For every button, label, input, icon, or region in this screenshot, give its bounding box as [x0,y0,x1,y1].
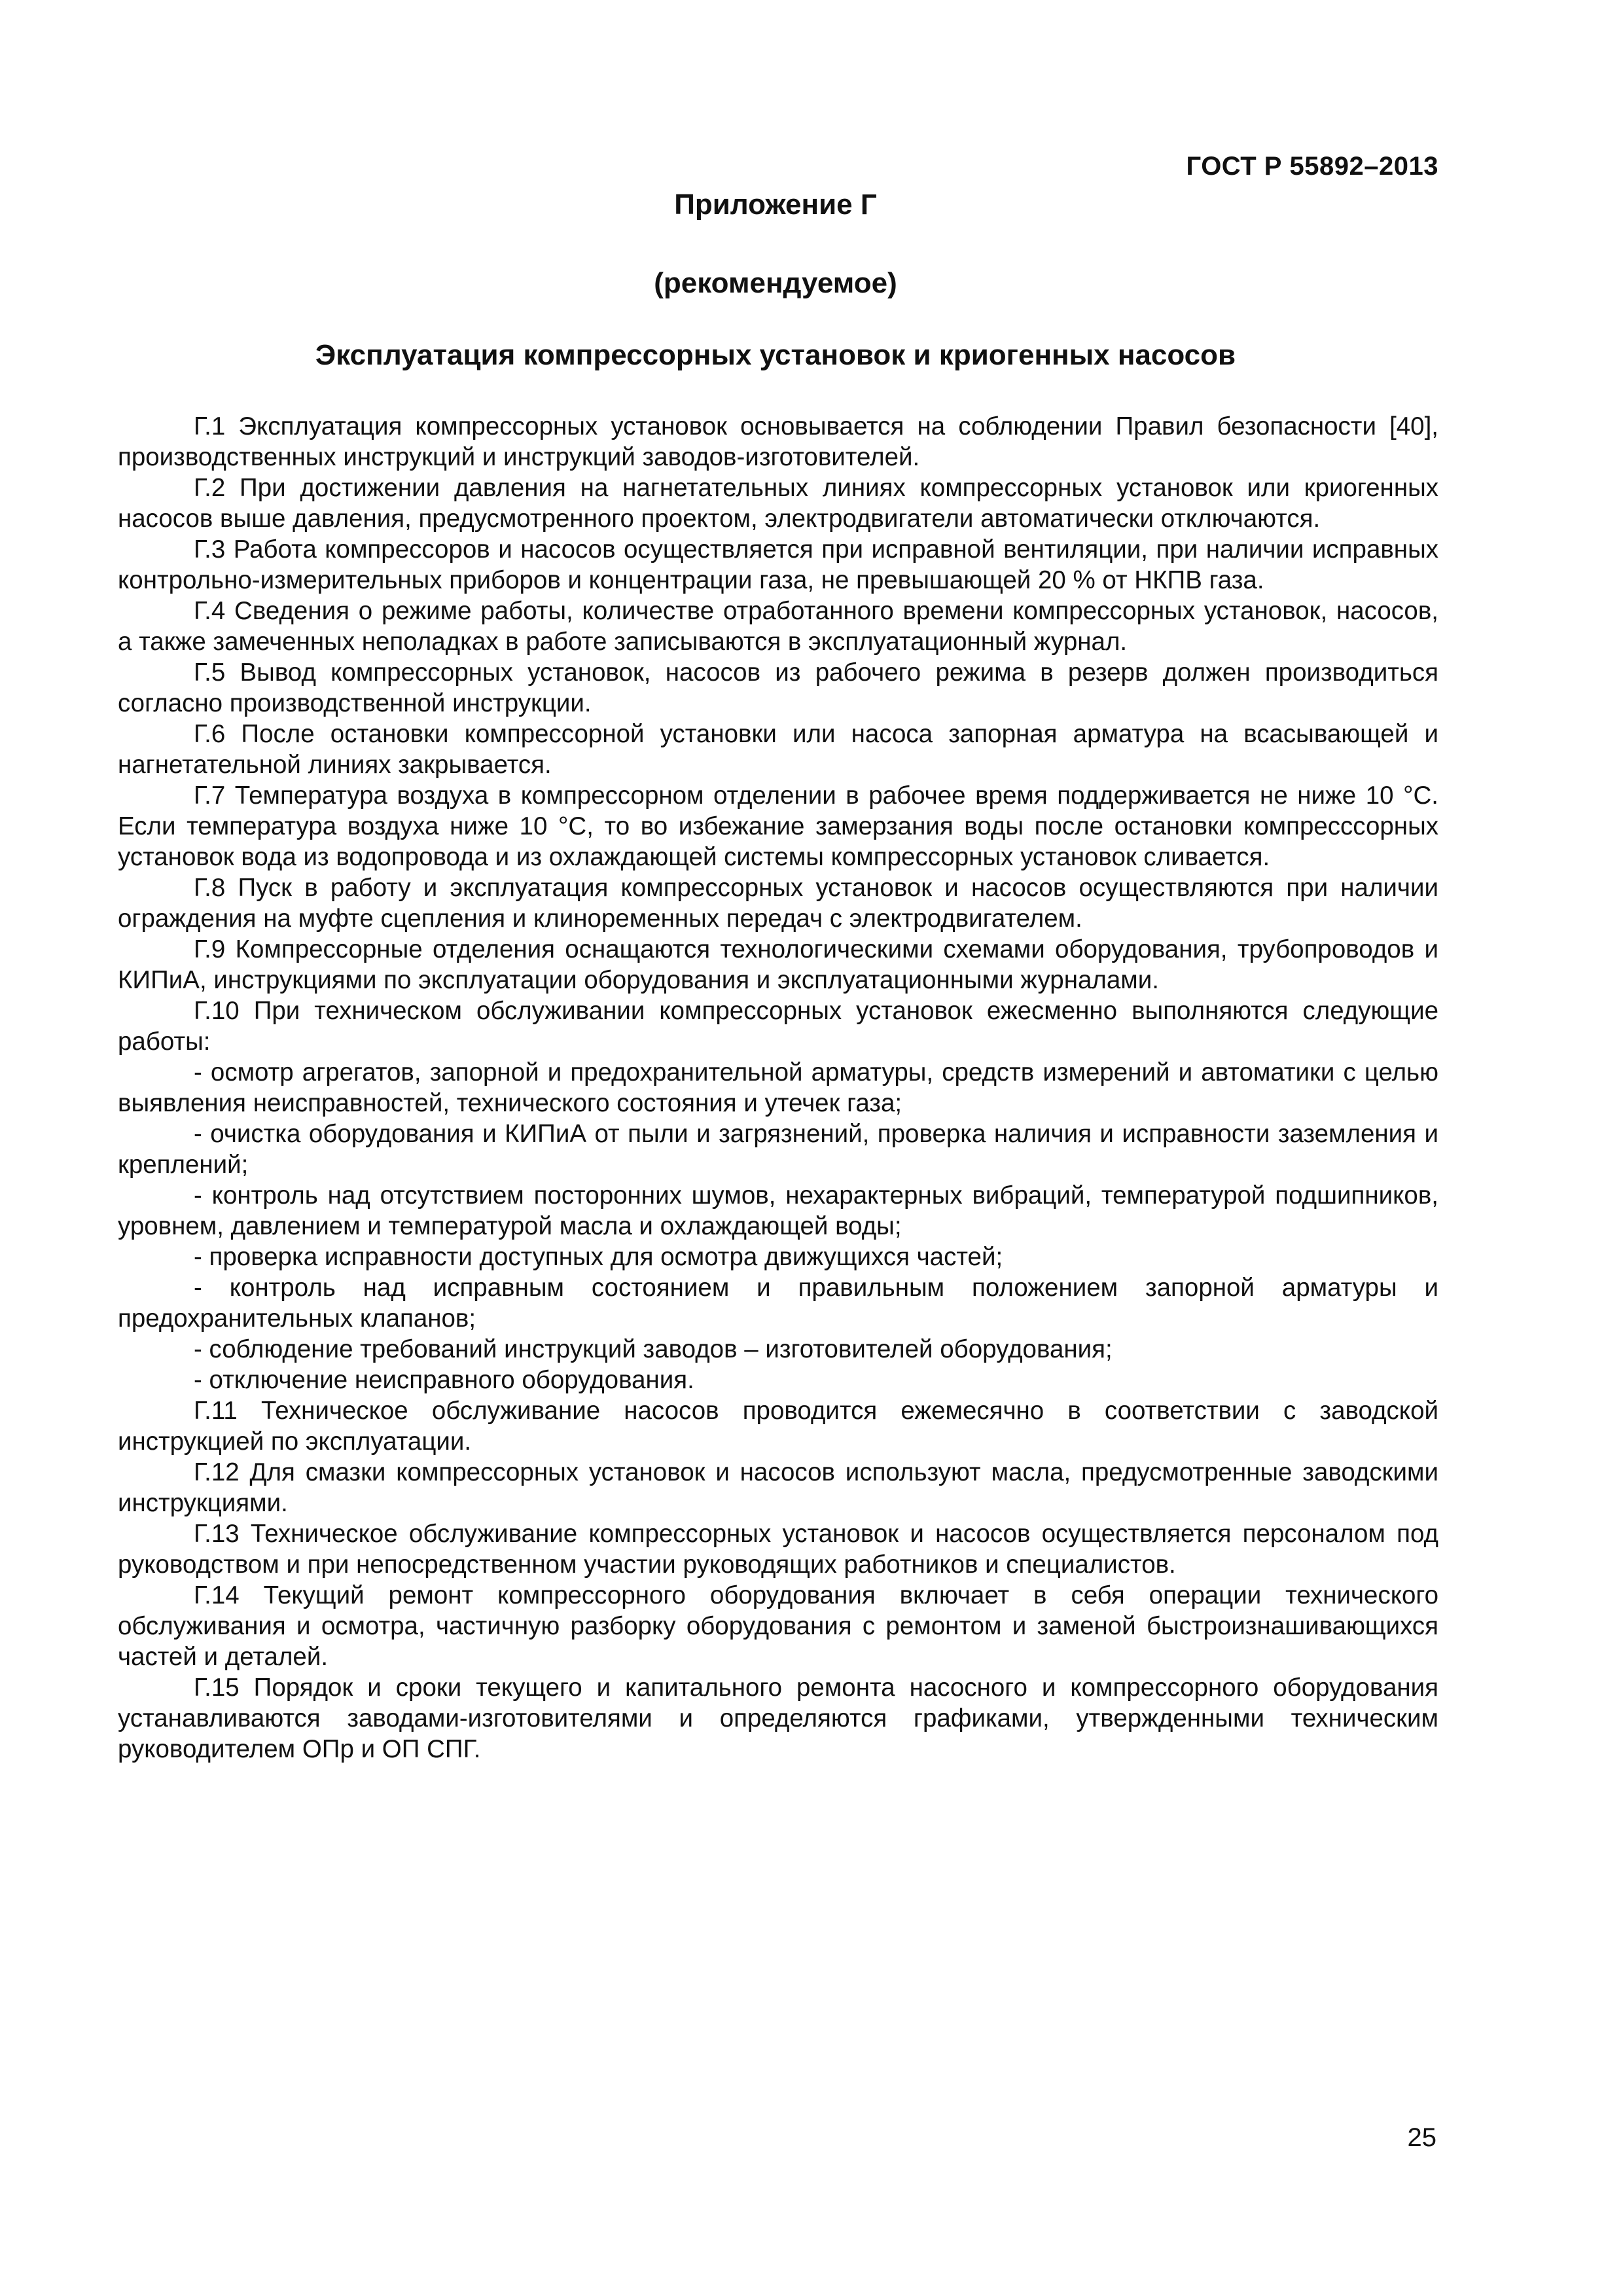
paragraph-g2: Г.2 При достижении давления на нагнетательных линиях компрессорных установок или криогенных насосов выше давления, предусмотренного проектом, электродвигатели автоматически отключаются. [118,474,1438,533]
list-item: - контроль над исправным состоянием и правильным положением запорной арматуры и предохранительных клапанов; [118,1274,1438,1333]
paragraph-g9: Г.9 Компрессорные отделения оснащаются технологическими схемами оборудования, трубопроводов и КИПиА, инструкциями по эксплуатации оборудования и эксплуатационными журналами. [118,935,1438,994]
appendix-title: Приложение Г [674,188,877,221]
page-number: 25 [1407,2123,1436,2152]
paragraph-g15: Г.15 Порядок и сроки текущего и капитального ремонта насосного и компрессорного оборудования устанавливаются заводами-изготовителями и определяются графиками, утвержденными техническим руководителем ОПр и ОП СПГ. [118,1674,1438,1763]
appendix-status: (рекомендуемое) [654,267,897,299]
paragraph-g10: Г.10 При техническом обслуживании компрессорных установок ежесменно выполняются следующие работы: [118,997,1438,1056]
paragraph-g1: Г.1 Эксплуатация компрессорных установок основывается на соблюдении Правил безопасности [40], производственных инструкций и инструкций заводов-изготовителей. [118,412,1438,471]
list-item: - осмотр агрегатов, запорной и предохранительной арматуры, средств измерений и автоматики с целью выявления неисправностей, технического состояния и утечек газа; [118,1058,1438,1117]
paragraph-g5: Г.5 Вывод компрессорных установок, насосов из рабочего режима в резерв должен производиться согласно производственной инструкции. [118,658,1438,717]
list-item: - очистка оборудования и КИПиА от пыли и загрязнений, проверка наличия и исправности заземления и креплений; [118,1120,1438,1179]
paragraph-g12: Г.12 Для смазки компрессорных установок и насосов используют масла, предусмотренные заводскими инструкциями. [118,1458,1438,1517]
paragraph-g7: Г.7 Температура воздуха в компрессорном отделении в рабочее время поддерживается не ниже 10 °С. Если температура воздуха ниже 10 °С, то во избежание замерзания воды после остановки компресссорных установок вода из водопровода и из охлаждающей системы компрессорных установок сливается. [118,781,1438,871]
paragraph-g4: Г.4 Сведения о режиме работы, количестве отработанного времени компрессорных установок, насосов, а также замеченных неполадках в работе записываются в эксплуатационный журнал. [118,597,1438,656]
paragraph-g13: Г.13 Техническое обслуживание компрессорных установок и насосов осуществляется персоналом под руководством и при непосредственном участии руководящих работников и специалистов. [118,1520,1438,1579]
document-body [118,411,1438,1765]
list-item: - соблюдение требований инструкций заводов – изготовителей оборудования; [194,1335,1113,1363]
paragraph-g8: Г.8 Пуск в работу и эксплуатация компрессорных установок и насосов осуществляются при наличии ограждения на муфте сцепления и клиноременных передач с электродвигателем. [118,874,1438,933]
paragraph-g14: Г.14 Текущий ремонт компрессорного оборудования включает в себя операции технического обслуживания и осмотра, частичную разборку оборудования с ремонтом и заменой быстроизнашивающихся частей и деталей. [118,1581,1438,1671]
standard-code: ГОСТ Р 55892–2013 [1186,152,1438,181]
paragraph-g3: Г.3 Работа компрессоров и насосов осуществляется при исправной вентиляции, при наличии исправных контрольно-измерительных приборов и концентрации газа, не превышающей 20 % от НКПВ газа. [118,535,1438,594]
paragraph-g11: Г.11 Техническое обслуживание насосов проводится ежемесячно в соответствии с заводской инструкцией по эксплуатации. [118,1397,1438,1456]
appendix-heading: Эксплуатация компрессорных установок и криогенных насосов [315,339,1236,371]
list-item: - контроль над отсутствием посторонних шумов, нехарактерных вибраций, температурой подшипников, уровнем, давлением и температурой масла и охлаждающей воды; [118,1181,1438,1240]
paragraph-g6: Г.6 После остановки компрессорной установки или насоса запорная арматура на всасывающей и нагнетательной линиях закрывается. [118,720,1438,779]
list-item: - отключение неисправного оборудования. [194,1366,694,1394]
list-item: - проверка исправности доступных для осмотра движущихся частей; [194,1243,1003,1271]
